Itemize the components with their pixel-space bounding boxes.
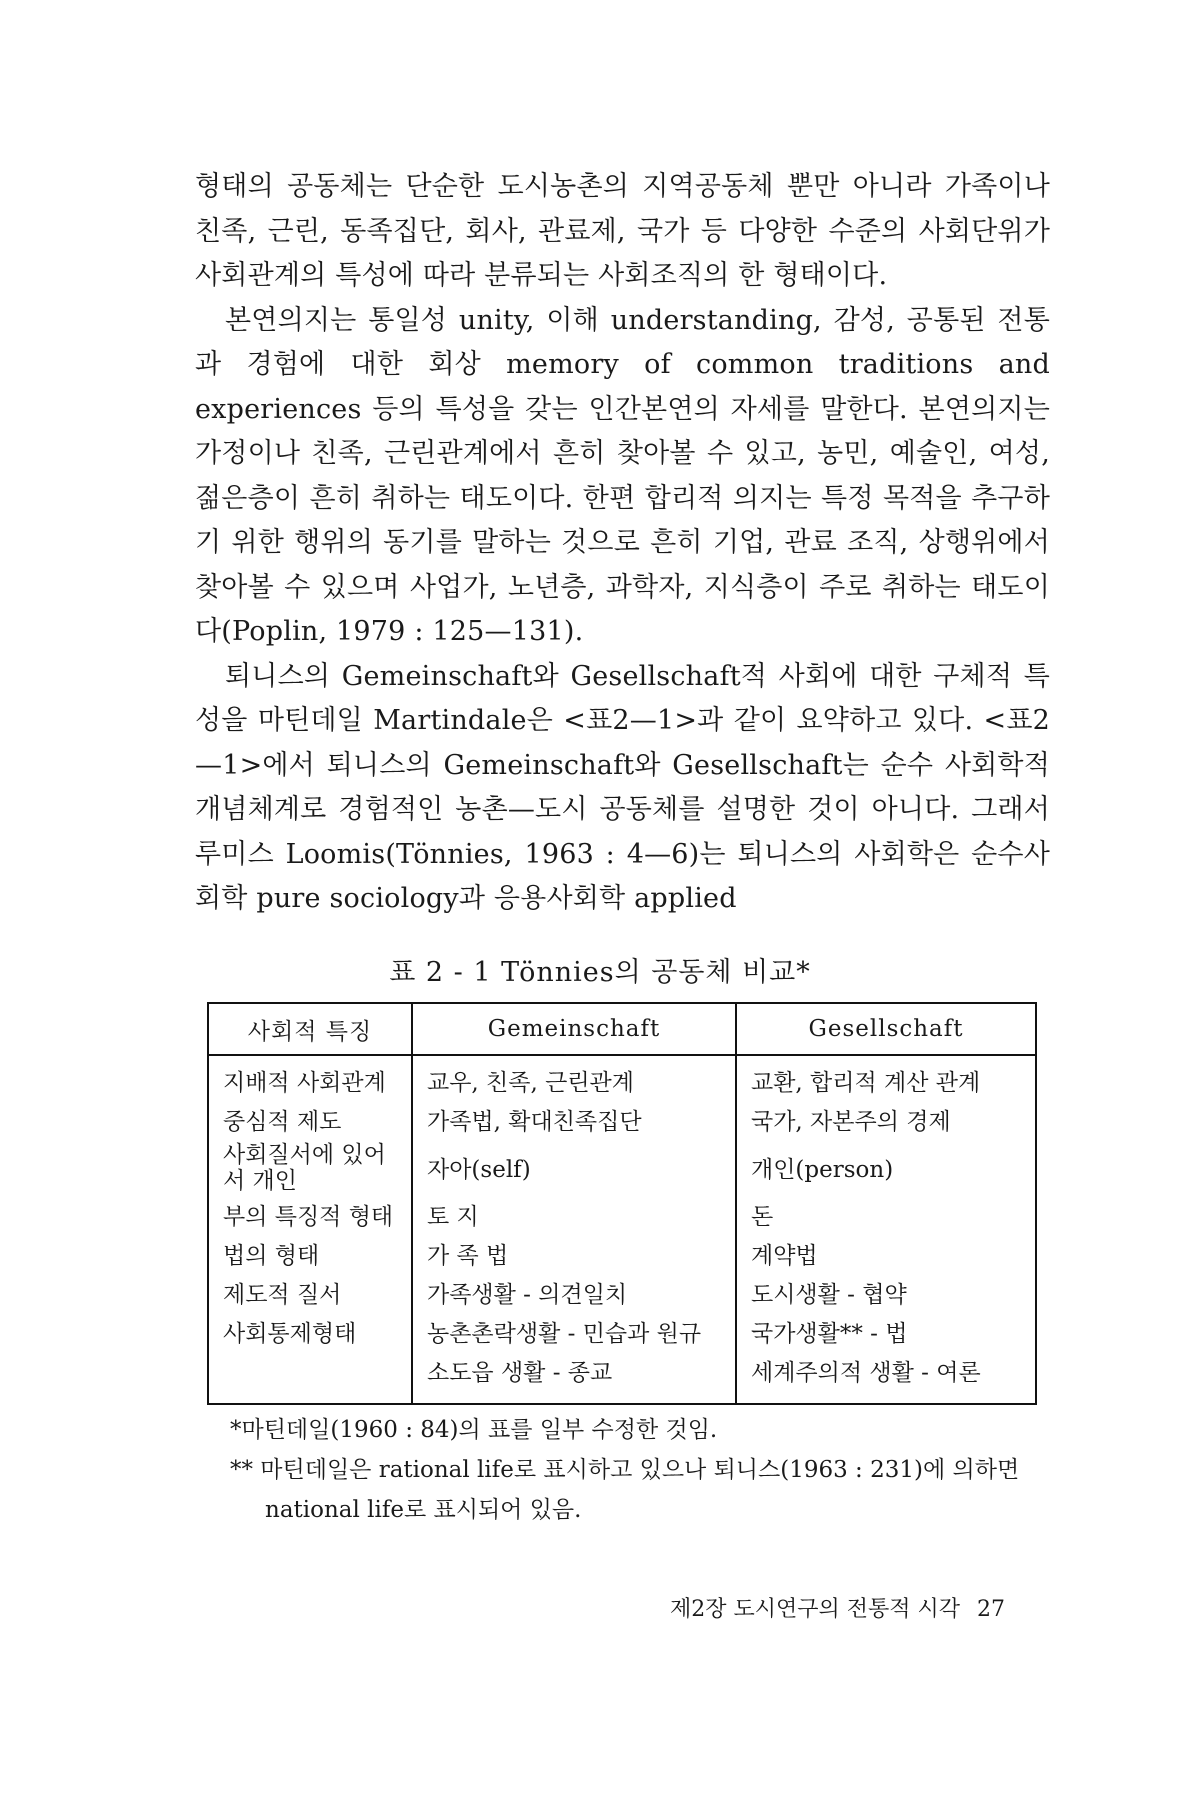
table-cell: 법의 형태 <box>223 1243 320 1269</box>
table-cell: 국가생활** - 법 <box>751 1321 908 1347</box>
table-cell: 가족생활 - 의견일치 <box>427 1282 628 1308</box>
gemeinschaft-column <box>412 1055 736 1404</box>
table-cell: 부의 특징적 형태 <box>223 1204 394 1230</box>
header-gemeinschaft: Gemeinschaft <box>412 1003 736 1055</box>
header-gesellschaft: Gesellschaft <box>736 1003 1036 1055</box>
table-cell: 자아(self) <box>427 1157 531 1183</box>
table-cell: 계약법 <box>751 1243 818 1269</box>
table-cell: 도시생활 - 협약 <box>751 1282 907 1308</box>
table-cell: 교우, 친족, 근린관계 <box>427 1070 634 1096</box>
table-cell <box>223 1354 397 1393</box>
table-cell: 농촌촌락생활 - 민습과 원규 <box>427 1321 702 1347</box>
body-text <box>195 165 1050 922</box>
table-cell: 지배적 사회관계 <box>223 1070 386 1096</box>
table-header-row <box>208 1003 1036 1055</box>
feature-column <box>208 1055 412 1404</box>
header-social-feature: 사회적 특징 <box>208 1003 412 1055</box>
table-cell: 중심적 제도 <box>223 1109 342 1135</box>
footnote: *마틴데일(1960 : 84)의 표를 일부 수정한 것임. <box>230 1417 718 1443</box>
gesellschaft-column <box>736 1055 1036 1404</box>
paragraph-2: 본연의지는 통일성 unity, 이해 understanding, 감성, 공통된 전통과 경험에 대한 회상 memory of common traditions and experiences 등의 특성을 갖는 인간본연의 자세를 말한다. 본연의지는 가정이나 친족, 근린관계에서 흔히 찾아볼 수 있고, 농민, 예술인, 여성, 젊은층이 흔히 취하는 태도이다. 한편 합리적 의지는 특정 목적을 추구하기 위한 행위의 동기를 말하는 것으로 흔히 기업, 관료 조직, 상행위에서 찾아볼 수 있으며 사업가, 노년층, 과학자, 지식층이 주로 취하는 태도이다(Poplin, 1979 : 125—131). <box>195 304 1050 647</box>
table-cell: 사회질서에 있어서 개인 <box>223 1142 386 1194</box>
page-number: 27 <box>977 1597 1005 1622</box>
footnote: ** 마틴데일은 rational life로 표시하고 있으나 퇴니스(1963 : 231)에 의하면 national life로 표시되어 있음. <box>230 1457 1020 1523</box>
footnotes <box>230 1410 1050 1530</box>
table-cell: 사회통제형태 <box>223 1321 357 1347</box>
table-cell: 제도적 질서 <box>223 1282 342 1308</box>
table-cell: 토 지 <box>427 1204 479 1230</box>
table-cell: 교환, 합리적 계산 관계 <box>751 1070 981 1096</box>
table-cell: 세계주의적 생활 - 여론 <box>751 1360 981 1386</box>
comparison-table <box>207 1002 1037 1405</box>
table-cell: 가족법, 확대친족집단 <box>427 1109 642 1135</box>
table-cell: 개인(person) <box>751 1157 894 1183</box>
paragraph-1: 형태의 공동체는 단순한 도시농촌의 지역공동체 뿐만 아니라 가족이나 친족, 근린, 동족집단, 회사, 관료제, 국가 등 다양한 수준의 사회단위가 사회관계의 특성에 따라 분류되는 사회조직의 한 형태이다. <box>195 171 1050 291</box>
table-cell: 국가, 자본주의 경제 <box>751 1109 951 1135</box>
table-cell: 돈 <box>751 1204 774 1230</box>
table-cell: 가 족 법 <box>427 1243 509 1269</box>
table-title: 표 2 - 1 Tönnies의 공동체 비교* <box>389 957 811 988</box>
page-footer <box>670 1592 1005 1623</box>
table-cell: 소도읍 생활 - 종교 <box>427 1360 613 1386</box>
chapter-title: 제2장 도시연구의 전통적 시각 <box>669 1597 960 1622</box>
paragraph-3: 퇴니스의 Gemeinschaft와 Gesellschaft적 사회에 대한 구체적 특성을 마틴데일 Martindale은 <표2—1>과 같이 요약하고 있다. <표2—1>에서 퇴니스의 Gemeinschaft와 Gesellschaft는 순수 사회학적 개념체계로 경험적인 농촌—도시 공동체를 설명한 것이 아니다. 그래서 루미스 Loomis(Tönnies, 1963 : 4—6)는 퇴니스의 사회학은 순수사회학 pure sociology과 응용사회학 applied <box>195 660 1050 914</box>
table-body-row <box>208 1055 1036 1404</box>
